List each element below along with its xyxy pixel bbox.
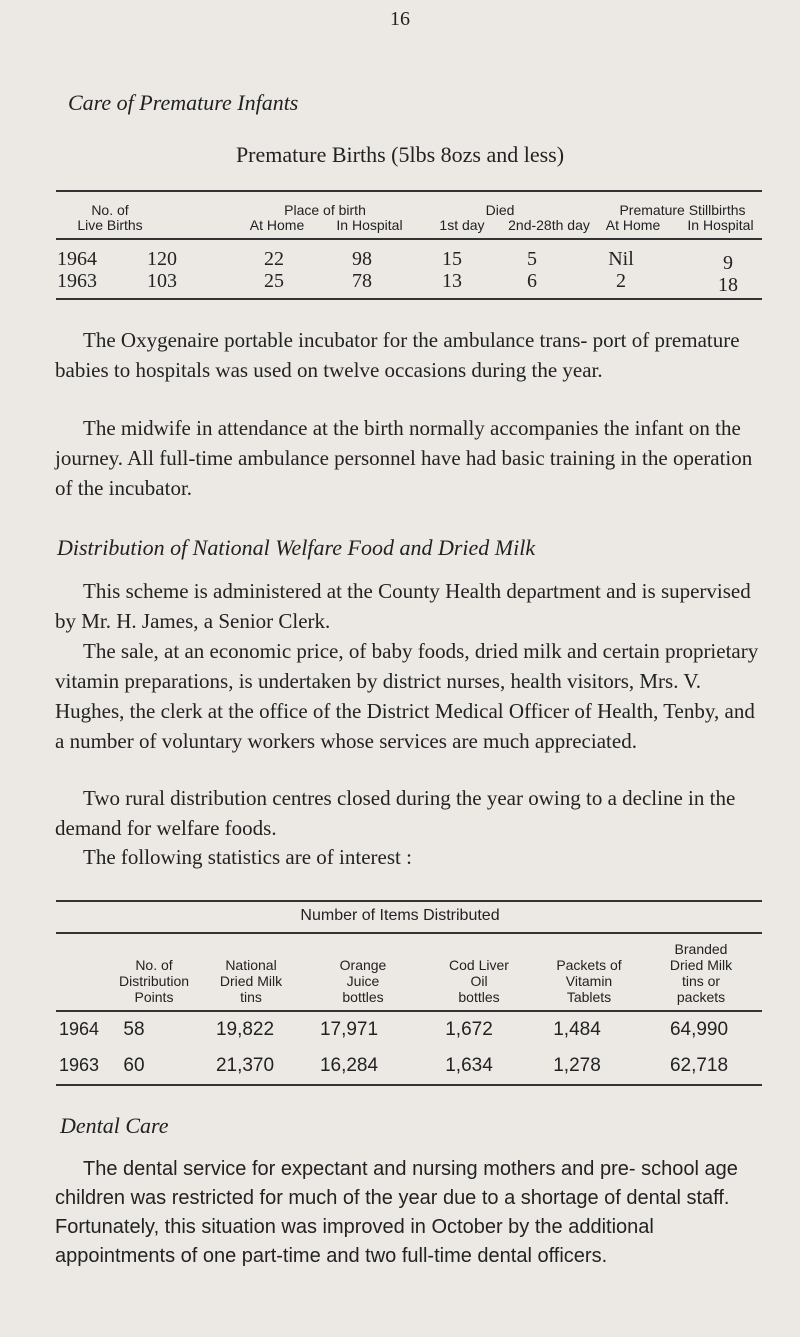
table-top-rule	[56, 190, 762, 192]
header-stillbirths: Premature Stillbirths	[619, 202, 746, 218]
cell-branded-dried-milk: 62,718	[669, 1055, 729, 1076]
cell-distribution-points: 60	[123, 1055, 145, 1076]
cell-orange-juice: 16,284	[319, 1055, 379, 1076]
header-line: Points	[134, 989, 174, 1005]
header-line: Dried Milk	[669, 957, 733, 973]
paragraph: The following statistics are of interest :	[83, 845, 412, 869]
cell-stillbirth-hospital: 9	[723, 252, 733, 274]
header-line: bottles	[458, 989, 500, 1005]
subheader-2nd-28th-day: 2nd-28th day	[508, 217, 590, 233]
table-header-rule	[56, 238, 762, 240]
header-cod-liver-oil	[429, 957, 529, 1005]
header-line: packets	[676, 989, 726, 1005]
header-line: Branded	[674, 941, 728, 957]
header-live-births	[50, 203, 170, 233]
header-line: Cod Liver	[449, 957, 509, 973]
header-line: Juice	[346, 973, 380, 989]
table-title-premature-births: Premature Births (5lbs 8ozs and less)	[235, 142, 565, 167]
cell-at-home: 22	[264, 248, 284, 270]
cell-in-hospital: 98	[352, 248, 372, 270]
row-year: 1964	[59, 1019, 100, 1039]
paragraph: The dental service for expectant and nursing mothers and pre- school age children was restricted for much of the year due to a shortage of dental staff. Fortunately, this situation was improved in October by the additional appointments of one part-time and two full-time dental officers.	[55, 1158, 738, 1267]
row-year: 1963	[57, 270, 97, 292]
cell-orange-juice: 17,971	[319, 1019, 379, 1040]
header-died: Died	[485, 202, 515, 218]
page-number: 16	[390, 8, 410, 30]
table-bottom-rule	[56, 298, 762, 300]
header-line: tins or	[681, 973, 721, 989]
cell-1st-day: 15	[442, 248, 462, 270]
header-distribution-points	[104, 957, 204, 1005]
section-heading-premature: Care of Premature Infants	[68, 90, 299, 115]
table-header-rule	[56, 1010, 762, 1012]
header-line: Oil	[470, 973, 488, 989]
cell-cod-liver-oil: 1,634	[445, 1055, 493, 1076]
cell-live-births: 120	[147, 248, 177, 270]
cell-2nd-28th-day: 6	[527, 270, 537, 292]
subheader-in-hospital: In Hospital	[336, 217, 403, 233]
cell-national-dried-milk: 21,370	[215, 1055, 275, 1076]
paragraph: The Oxygenaire portable incubator for the ambulance trans- port of premature babies to hospitals was used on twelve occasions during the year.	[55, 328, 740, 382]
header-line: No. of	[135, 957, 173, 973]
header-national-dried-milk	[201, 957, 301, 1005]
table-bottom-rule	[56, 1084, 762, 1086]
cell-stillbirth-hospital: 18	[718, 274, 738, 296]
header-line: Dried Milk	[219, 973, 283, 989]
header-line: Vitamin	[565, 973, 613, 989]
cell-branded-dried-milk: 64,990	[669, 1019, 729, 1040]
header-line: Distribution	[118, 973, 190, 989]
header-place-of-birth: Place of birth	[284, 202, 366, 218]
cell-vitamin-tablets: 1,484	[553, 1019, 601, 1040]
subheader-stillbirth-in-hospital: In Hospital	[687, 217, 754, 233]
paragraph: This scheme is administered at the County Health department and is supervised by Mr. H. James, a Senior Clerk.	[55, 579, 751, 633]
cell-at-home: 25	[264, 270, 284, 292]
header-line: National	[225, 957, 277, 973]
paragraph: Two rural distribution centres closed during the year owing to a decline in the demand for welfare foods.	[55, 786, 736, 840]
subheader-1st-day: 1st day	[439, 217, 485, 233]
subheader-at-home: At Home	[249, 217, 305, 233]
header-line: Tablets	[566, 989, 612, 1005]
cell-stillbirth-home: Nil	[608, 248, 634, 270]
header-line: Packets of	[556, 957, 622, 973]
cell-vitamin-tablets: 1,278	[553, 1055, 601, 1076]
header-orange-juice	[313, 957, 413, 1005]
table-title-items-distributed: Number of Items Distributed	[300, 907, 500, 924]
header-line: tins	[240, 989, 262, 1005]
header-live-births-line2: Live Births	[77, 217, 143, 233]
section-heading-welfare-food: Distribution of National Welfare Food and Dried Milk	[57, 535, 536, 560]
cell-distribution-points: 58	[123, 1019, 145, 1040]
header-line: bottles	[342, 989, 384, 1005]
cell-in-hospital: 78	[352, 270, 372, 292]
cell-cod-liver-oil: 1,672	[445, 1019, 493, 1040]
cell-national-dried-milk: 19,822	[215, 1019, 275, 1040]
paragraph: The sale, at an economic price, of baby foods, dried milk and certain proprietary vitamin preparations, is undertaken by district nurses, health visitors, Mrs. V. Hughes, the clerk at the office of the District Medical Officer of Health, Tenby, and a number of voluntary workers whose services are much appreciated.	[55, 639, 759, 753]
row-year: 1963	[59, 1055, 100, 1075]
header-vitamin-tablets	[539, 957, 639, 1005]
cell-2nd-28th-day: 5	[527, 248, 537, 270]
header-line: Orange	[339, 957, 387, 973]
section-heading-dental-care: Dental Care	[60, 1113, 169, 1138]
table-top-rule	[56, 900, 762, 902]
cell-live-births: 103	[147, 270, 177, 292]
subheader-stillbirth-at-home: At Home	[605, 217, 661, 233]
table-title-rule	[56, 932, 762, 934]
header-branded-dried-milk	[646, 941, 756, 1005]
row-year: 1964	[57, 248, 97, 270]
cell-stillbirth-home: 2	[616, 270, 626, 292]
header-live-births-line1: No. of	[91, 202, 129, 218]
paragraph: The midwife in attendance at the birth normally accompanies the infant on the journey. All full-time ambulance personnel have had basic training in the operation of the incubator.	[55, 416, 753, 500]
cell-1st-day: 13	[442, 270, 462, 292]
